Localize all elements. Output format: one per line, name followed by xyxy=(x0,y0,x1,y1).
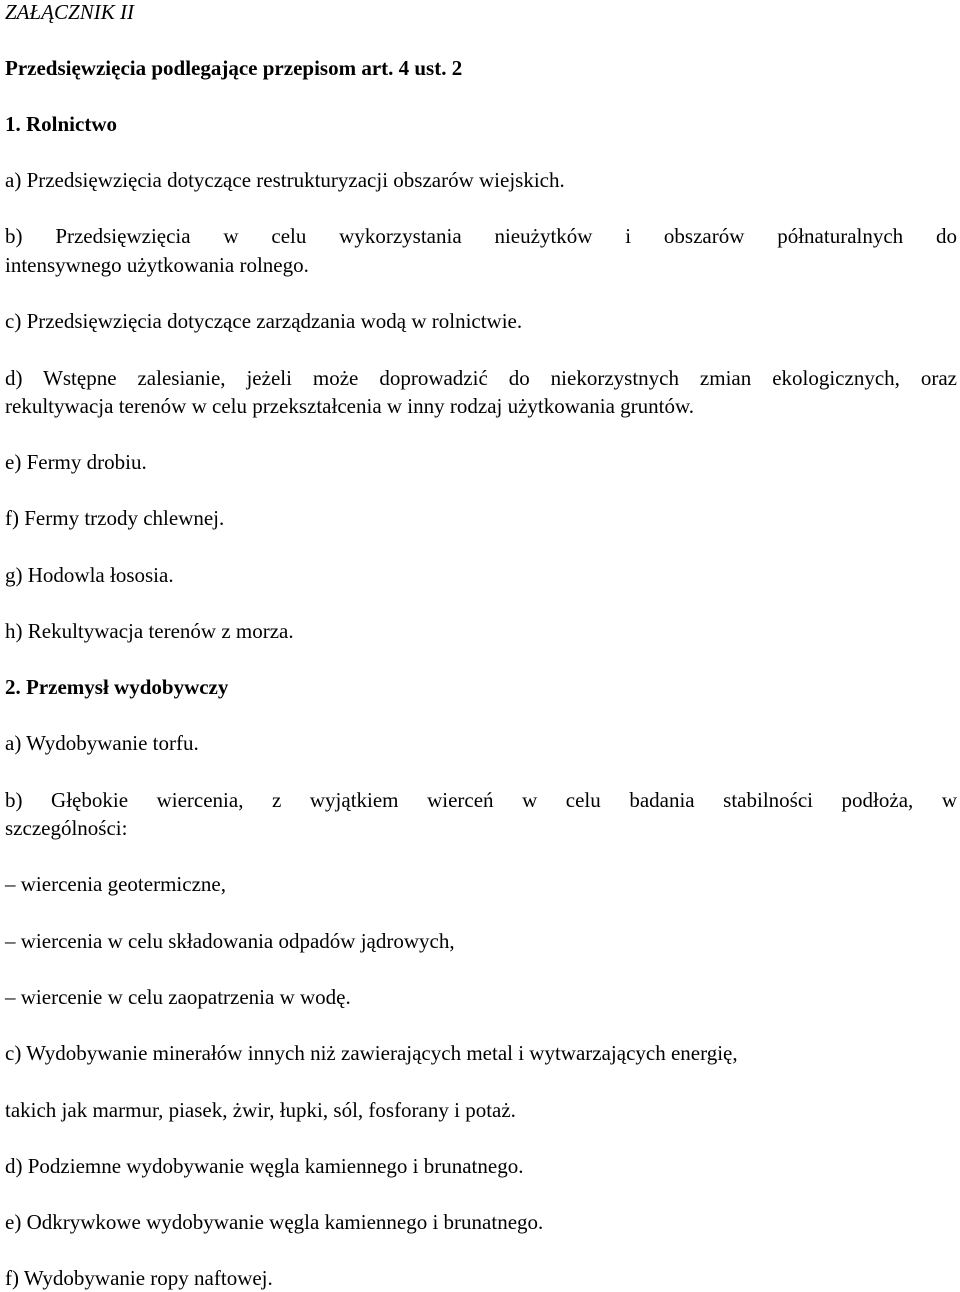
section-2-item-b-line2: szczególności: xyxy=(5,816,128,840)
section-2-item-e: e) Odkrywkowe wydobywanie węgla kamiennego i brunatnego. xyxy=(5,1210,544,1234)
section-1-item-a: a) Przedsięwzięcia dotyczące restrukturyzacji obszarów wiejskich. xyxy=(5,168,565,192)
section-1-item-d-line1: d) Wstępne zalesianie, jeżeli może doprowadzić do niekorzystnych zmian ekologicznych, oraz xyxy=(5,366,957,390)
section-2-heading: 2. Przemysł wydobywczy xyxy=(5,675,229,699)
section-2-dash-item-3: – wiercenie w celu zaopatrzenia w wodę. xyxy=(5,985,351,1009)
section-2-item-a: a) Wydobywanie torfu. xyxy=(5,731,199,755)
section-1-item-b-line2: intensywnego użytkowania rolnego. xyxy=(5,253,309,277)
section-2-item-d: d) Podziemne wydobywanie węgla kamiennego i brunatnego. xyxy=(5,1154,524,1178)
section-1-item-b-line1: b) Przedsięwzięcia w celu wykorzystania nieużytków i obszarów półnaturalnych do xyxy=(5,224,957,248)
section-2-item-b-line1: b) Głębokie wiercenia, z wyjątkiem wierceń w celu badania stabilności podłoża, w xyxy=(5,788,957,812)
section-1-heading: 1. Rolnictwo xyxy=(5,112,117,136)
section-2-item-c-line2: takich jak marmur, piasek, żwir, łupki, sól, fosforany i potaż. xyxy=(5,1098,516,1122)
section-1-item-g: g) Hodowla łososia. xyxy=(5,563,174,587)
section-1-item-f: f) Fermy trzody chlewnej. xyxy=(5,506,225,530)
section-1-item-c: c) Przedsięwzięcia dotyczące zarządzania wodą w rolnictwie. xyxy=(5,309,523,333)
document-title: Przedsięwzięcia podlegające przepisom art. 4 ust. 2 xyxy=(5,56,463,80)
section-1-item-h: h) Rekultywacja terenów z morza. xyxy=(5,619,294,643)
section-2-dash-item-1: – wiercenia geotermiczne, xyxy=(5,872,226,896)
section-1-item-d-line2: rekultywacja terenów w celu przekształcenia w inny rodzaj użytkowania gruntów. xyxy=(5,394,695,418)
section-2-item-c-line1: c) Wydobywanie minerałów innych niż zawierających metal i wytwarzających energię, xyxy=(5,1041,738,1065)
section-2-item-f: f) Wydobywanie ropy naftowej. xyxy=(5,1266,273,1290)
section-2-dash-item-2: – wiercenia w celu składowania odpadów jądrowych, xyxy=(5,929,455,953)
section-1-item-e: e) Fermy drobiu. xyxy=(5,450,147,474)
annex-label: ZAŁĄCZNIK II xyxy=(5,0,134,24)
